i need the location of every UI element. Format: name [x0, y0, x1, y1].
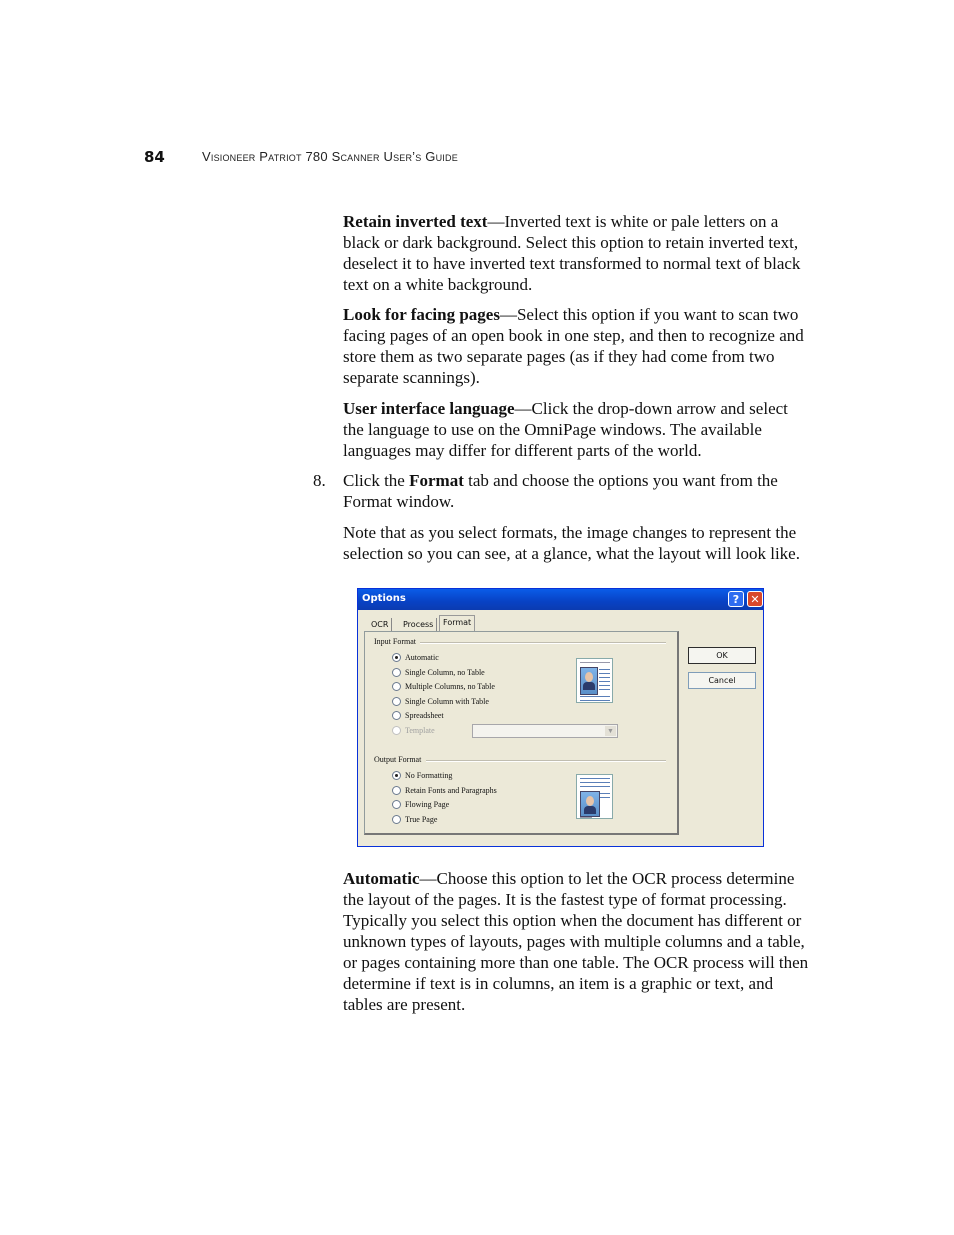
input-format-label: Input Format — [374, 637, 416, 646]
radio-automatic[interactable] — [392, 652, 439, 663]
output-format-preview-image — [576, 774, 613, 819]
radio-label: Spreadsheet — [405, 711, 444, 720]
tab-ocr[interactable]: OCR — [368, 618, 392, 631]
radio-flowing-page[interactable] — [392, 799, 449, 810]
preview-face — [586, 796, 594, 806]
preview-heading-line — [580, 662, 610, 663]
radio-indicator[interactable] — [392, 668, 401, 677]
paragraph-retain-inverted-text — [343, 211, 809, 295]
term-automatic: Automatic — [343, 869, 420, 888]
tab-format[interactable]: Format — [439, 615, 475, 632]
term-user-interface-language: User interface language — [343, 399, 515, 418]
preview-text-line — [599, 689, 610, 690]
help-icon[interactable]: ? — [728, 591, 744, 607]
radio-label: True Page — [405, 815, 438, 824]
term-look-for-facing-pages: Look for facing pages — [343, 305, 500, 324]
radio-true-page[interactable] — [392, 814, 437, 825]
dialog-title: Options — [362, 593, 406, 604]
term-retain-inverted-text: Retain inverted text — [343, 212, 488, 231]
step8-post: tab and choose the options you want from the Format window. — [343, 471, 778, 511]
preview-text-line — [600, 797, 610, 798]
preview-text-line — [580, 700, 610, 701]
page-number: 84 — [144, 148, 165, 166]
radio-label: Flowing Page — [405, 800, 450, 809]
preview-text-line — [599, 681, 610, 682]
preview-photo — [580, 667, 598, 695]
preview-body — [584, 806, 596, 814]
ok-button[interactable]: OK — [688, 647, 756, 664]
paragraph-note: Note that as you select formats, the image changes to represent the selection so you can see, at a glance, what the layout will look like. — [343, 523, 800, 563]
radio-label: Retain Fonts and Paragraphs — [405, 786, 497, 795]
desc-look-for-facing-pages: —Select this option if you want to scan two facing pages of an open book in one step, and then to recognize and store them as two separate pages (as if they had come from two separate scannings). — [343, 305, 804, 387]
radio-indicator[interactable] — [392, 726, 401, 735]
radio-retain-fonts-and-paragraphs[interactable] — [392, 785, 497, 796]
radio-no-formatting[interactable] — [392, 770, 452, 781]
paragraph-look-for-facing-pages — [343, 304, 809, 388]
radio-spreadsheet[interactable] — [392, 710, 444, 721]
preview-text-line — [580, 817, 592, 818]
paragraph-step-8 — [343, 470, 809, 512]
running-head: Visioneer Patriot 780 Scanner User’s Guide — [202, 149, 458, 164]
input-format-divider — [420, 642, 666, 644]
radio-indicator[interactable] — [392, 786, 401, 795]
paragraph-user-interface-language — [343, 398, 809, 461]
dialog-titlebar — [358, 589, 763, 610]
preview-text-line — [599, 669, 610, 670]
preview-text-line — [599, 685, 610, 686]
preview-text-line — [580, 696, 610, 697]
desc-automatic: —Choose this option to let the OCR process determine the layout of the pages. It is the fastest type of format processing. Typically you select this option when the document has different or unknown types of layouts, pages with multiple columns and a table, or pages containing more than one table. The OCR process will then determine if text is in columns, an item is a graphic or text, and tables are present. — [343, 869, 809, 1014]
paragraph-automatic — [343, 868, 809, 1015]
radio-label: Automatic — [405, 653, 439, 662]
preview-face — [585, 672, 593, 682]
preview-photo — [580, 791, 600, 817]
radio-indicator[interactable] — [392, 711, 401, 720]
preview-body — [583, 682, 595, 690]
radio-indicator[interactable] — [392, 815, 401, 824]
template-select[interactable] — [472, 724, 618, 738]
radio-multiple-columns-no-table[interactable] — [392, 681, 495, 692]
preview-text-line — [600, 793, 610, 794]
radio-single-column-no-table[interactable] — [392, 667, 485, 678]
page-header — [0, 146, 954, 170]
radio-label: Template — [405, 726, 435, 735]
step-number: 8. — [313, 471, 326, 490]
preview-text-line — [580, 778, 610, 779]
step8-pre: Click the — [343, 471, 410, 490]
radio-indicator[interactable] — [392, 653, 401, 662]
output-format-divider — [426, 760, 666, 762]
radio-label: Multiple Columns, no Table — [405, 682, 495, 691]
output-format-label: Output Format — [374, 755, 422, 764]
tab-process[interactable]: Process — [400, 618, 437, 631]
radio-label: Single Column with Table — [405, 697, 489, 706]
radio-single-column-with-table[interactable] — [392, 696, 489, 707]
preview-text-line — [580, 782, 610, 783]
preview-text-line — [580, 786, 610, 787]
radio-label: Single Column, no Table — [405, 668, 485, 677]
term-format: Format — [409, 471, 464, 490]
preview-text-line — [599, 677, 610, 678]
desc-retain-inverted-text: —Inverted text is white or pale letters on a black or dark background. Select this option to retain inverted text, deselect it to have inverted text transformed to normal text of black text on a white background. — [343, 212, 801, 294]
radio-indicator[interactable] — [392, 697, 401, 706]
radio-indicator[interactable] — [392, 800, 401, 809]
chevron-down-icon[interactable]: ▼ — [605, 726, 616, 736]
desc-user-interface-language: —Click the drop-down arrow and select the language to use on the OmniPage windows. The available languages may differ for different parts of the world. — [343, 399, 788, 460]
radio-indicator[interactable] — [392, 682, 401, 691]
radio-label: No Formatting — [405, 771, 453, 780]
preview-text-line — [599, 673, 610, 674]
close-icon[interactable]: ✕ — [747, 591, 763, 607]
radio-indicator[interactable] — [392, 771, 401, 780]
input-format-preview-image — [576, 658, 613, 703]
cancel-button[interactable]: Cancel — [688, 672, 756, 689]
radio-template[interactable] — [392, 725, 435, 736]
